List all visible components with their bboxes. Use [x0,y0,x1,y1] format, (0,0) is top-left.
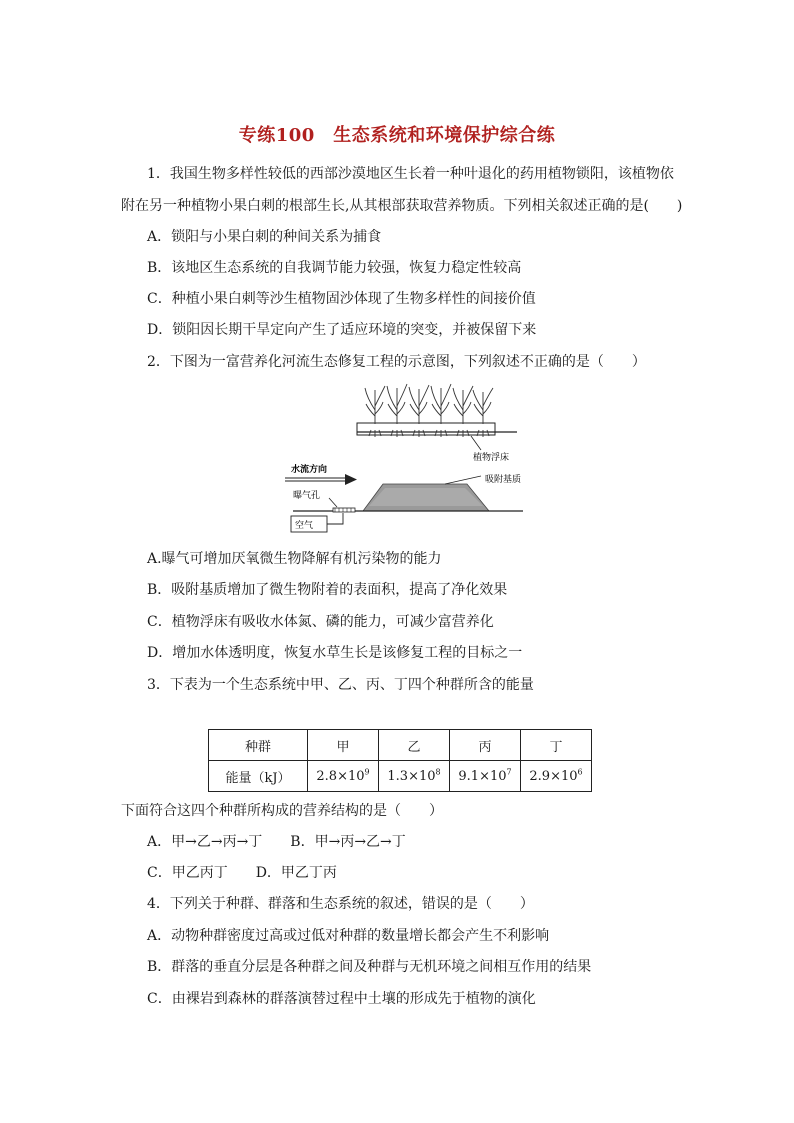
q1-option-b: B．该地区生态系统的自我调节能力较强，恢复力稳定性较高 [147,260,522,276]
table-cell [308,761,379,792]
table-cell [521,761,592,792]
table-row [209,730,592,761]
table-header-cell: 甲 [308,730,379,761]
q1-stem-line2: 附在另一种植物小果白刺的根部生长,从其根部获取营养物质。下列相关叙述正确的是( ) [121,198,683,214]
value-base: 9.1×10 [458,768,507,784]
energy-table [208,729,592,792]
value-exponent: 8 [435,767,441,777]
q4-option-a: A．动物种群密度过高或过低对种群的数量增长都会产生不利影响 [147,928,550,944]
table-header-cell: 丙 [450,730,521,761]
reed-plants [365,384,493,437]
table-header-cell: 乙 [379,730,450,761]
label-adsorption: 吸附基质 [485,474,522,484]
q3-options-cd: C．甲乙丙丁 D．甲乙丁丙 [147,865,337,881]
q3-options-ab: A．甲→乙→丙→丁 B．甲→丙→乙→丁 [147,834,406,850]
label-flow-direction: 水流方向 [291,464,328,474]
q3-stem: 3．下表为一个生态系统中甲、乙、丙、丁四个种群所含的能量 [147,677,534,693]
table-header-cell: 种群 [209,730,308,761]
table-row [209,761,592,792]
q1-option-a: A．锁阳与小果白刺的种间关系为捕食 [147,229,382,245]
q2-option-c: C．植物浮床有吸收水体氮、磷的能力，可减少富营养化 [147,614,494,630]
value-exponent: 7 [506,767,512,777]
table-row-label: 能量（kJ） [209,761,308,792]
value-base: 2.9×10 [529,768,578,784]
q4-stem: 4．下列关于种群、群落和生态系统的叙述，错误的是（ ） [147,896,534,912]
value-base: 1.3×10 [387,768,436,784]
q2-option-d: D．增加水体透明度，恢复水草生长是该修复工程的目标之一 [147,645,523,661]
label-air: 空气 [295,520,314,530]
q2-stem: 2．下图为一富营养化河流生态修复工程的示意图，下列叙述不正确的是（ ） [147,354,646,370]
q4-option-b: B．群落的垂直分层是各种群之间及种群与无机环境之间相互作用的结果 [147,959,592,975]
table-header-cell: 丁 [521,730,592,761]
q1-option-c: C．种植小果白刺等沙生植物固沙体现了生物多样性的间接价值 [147,291,536,307]
q1-stem-line1: 1．我国生物多样性较低的西部沙漠地区生长着一种叶退化的药用植物锁阳，该植物依 [147,166,674,182]
value-exponent: 6 [577,767,583,777]
q2-option-a: A.曝气可增加厌氧微生物降解有机污染物的能力 [147,551,442,567]
q4-option-c: C．由裸岩到森林的群落演替过程中土壤的形成先于植物的演化 [147,991,536,1007]
table-cell [379,761,450,792]
river-restoration-diagram [285,380,525,536]
q3-follow: 下面符合这四个种群所构成的营养结构的是（ ） [121,803,443,819]
page-title: 专练100 生态系统和环境保护综合练 [238,125,556,146]
q2-option-b: B．吸附基质增加了微生物附着的表面积，提高了净化效果 [147,582,508,598]
table-cell [450,761,521,792]
aeration-pipe [333,508,355,512]
value-base: 2.8×10 [316,768,365,784]
label-aeration: 曝气孔 [293,490,321,500]
label-float-bed: 植物浮床 [473,452,510,462]
value-exponent: 9 [364,767,370,777]
q1-option-d: D．锁阳因长期干旱定向产生了适应环境的突变，并被保留下来 [147,322,537,338]
